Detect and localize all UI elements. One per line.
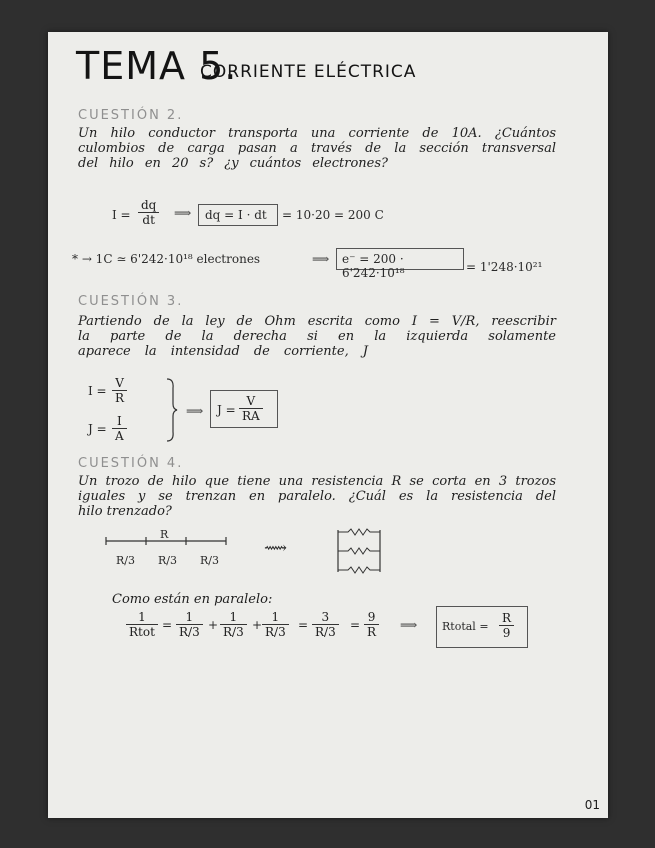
fraction-denominator: R: [115, 391, 125, 405]
result-fraction: [499, 611, 514, 640]
fraction-numerator: R: [499, 611, 514, 626]
q4-fraction-4: [312, 610, 339, 639]
q2-eq-fraction: [138, 198, 159, 227]
fraction-denominator: dt: [142, 213, 155, 227]
fraction-denominator: R: [367, 625, 377, 639]
fraction-numerator: 1: [126, 610, 158, 625]
statement-line: hilo trenzado?: [78, 504, 172, 519]
q2-eq-result: = 10·20 = 200 C: [282, 208, 384, 222]
q4-fraction-1: [176, 610, 203, 639]
parallel-resistors-diagram: [334, 526, 384, 576]
statement-line: culombios de carga pasan a través de la sección transversal: [78, 141, 556, 156]
notebook-page: [48, 32, 608, 818]
operator: +: [208, 618, 219, 632]
fraction-numerator: 1: [220, 610, 247, 625]
fraction-numerator: V: [239, 394, 263, 409]
resistor-3: [338, 567, 380, 573]
q4-fraction-2: [220, 610, 247, 639]
boxed-text: dq = I · dt: [205, 208, 267, 222]
statement-line: del hilo en 20 s? ¿y cuántos electrones?: [78, 156, 388, 171]
question-2-heading: CUESTIÓN 2.: [78, 108, 184, 123]
q4-result-box: [436, 606, 528, 648]
question-3-statement: [78, 314, 556, 359]
fraction-denominator: Rtot: [129, 625, 155, 639]
q3-result-box: [210, 390, 278, 428]
q2-electrons-box: [336, 248, 464, 280]
q2-electrons-result: = 1'248·10²¹: [466, 260, 543, 274]
segment-label: R/3: [158, 554, 177, 567]
parallel-note: Como están en paralelo:: [112, 592, 273, 607]
fraction-denominator: R/3: [265, 625, 286, 639]
segment-label: R/3: [200, 554, 219, 567]
q3-eq1-fraction: [112, 376, 127, 405]
q3-eq2-fraction: [112, 414, 127, 443]
fraction-numerator: I: [112, 414, 127, 429]
operator: =: [350, 618, 361, 632]
boxed-text: e⁻ = 200 · 6'242·10¹⁸: [342, 252, 405, 280]
fraction-numerator: 3: [312, 610, 339, 625]
question-3-heading: CUESTIÓN 3.: [78, 294, 184, 309]
implies-arrow: ⟹: [400, 618, 418, 632]
right-brace: [166, 378, 178, 442]
wire-label: R: [160, 528, 169, 541]
result-fraction: [239, 394, 263, 423]
statement-line: Un hilo conductor transporta una corriente de 10A. ¿Cuántos: [78, 126, 556, 141]
statement-line: la parte de la derecha si en la izquierda solamente: [78, 329, 556, 344]
fraction-numerator: V: [112, 376, 127, 391]
statement-line: Un trozo de hilo que tiene una resistencia R se corta en 3 trozos: [78, 474, 556, 489]
wire-diagram: [104, 534, 230, 548]
q2-electron-conversion: * → 1C ≃ 6'242·10¹⁸ electrones: [72, 252, 261, 266]
chapter-title: TEMA 5.: [76, 44, 238, 88]
q3-eq1-lhs: I =: [88, 384, 107, 398]
question-4-heading: CUESTIÓN 4.: [78, 456, 184, 471]
fraction-denominator: R/3: [179, 625, 200, 639]
segment-label: R/3: [116, 554, 135, 567]
fraction-numerator: 1: [262, 610, 289, 625]
operator: =: [298, 618, 309, 632]
implies-arrow: ⟹: [186, 404, 204, 418]
fraction-denominator: RA: [242, 409, 260, 423]
fraction-numerator: dq: [138, 198, 159, 213]
implies-arrow: ⟹: [312, 252, 330, 266]
q4-fraction-5: [364, 610, 379, 639]
resistor-2: [338, 548, 380, 554]
implies-arrow: ⟹: [174, 206, 192, 220]
fraction-denominator: R/3: [315, 625, 336, 639]
fraction-denominator: A: [115, 429, 124, 443]
result-lhs: J =: [217, 403, 236, 417]
chapter-subtitle: CORRIENTE ELÉCTRICA: [200, 62, 417, 82]
statement-line: aparece la intensidad de corriente, J: [78, 344, 368, 359]
statement-line: iguales y se trenzan en paralelo. ¿Cuál es la resistencia del: [78, 489, 556, 504]
q2-eq-lhs: I =: [112, 208, 131, 222]
statement-line: Partiendo de la ley de Ohm escrita como I = V/R, reescribir: [78, 314, 556, 329]
q3-eq2-lhs: J =: [88, 422, 107, 436]
transform-arrow: ⟿: [264, 538, 287, 557]
fraction-denominator: R/3: [223, 625, 244, 639]
question-2-statement: [78, 126, 556, 171]
q4-fraction-3: [262, 610, 289, 639]
fraction-numerator: 9: [364, 610, 379, 625]
fraction-denominator: 9: [502, 626, 511, 640]
q2-boxed-equation: [198, 204, 278, 226]
resistor-1: [338, 529, 380, 535]
operator: =: [162, 618, 173, 632]
q4-fraction-total: [126, 610, 158, 639]
page-number: 01: [584, 798, 600, 812]
operator: +: [252, 618, 263, 632]
question-4-statement: [78, 474, 556, 519]
fraction-numerator: 1: [176, 610, 203, 625]
result-lhs: Rtotal =: [442, 620, 489, 633]
